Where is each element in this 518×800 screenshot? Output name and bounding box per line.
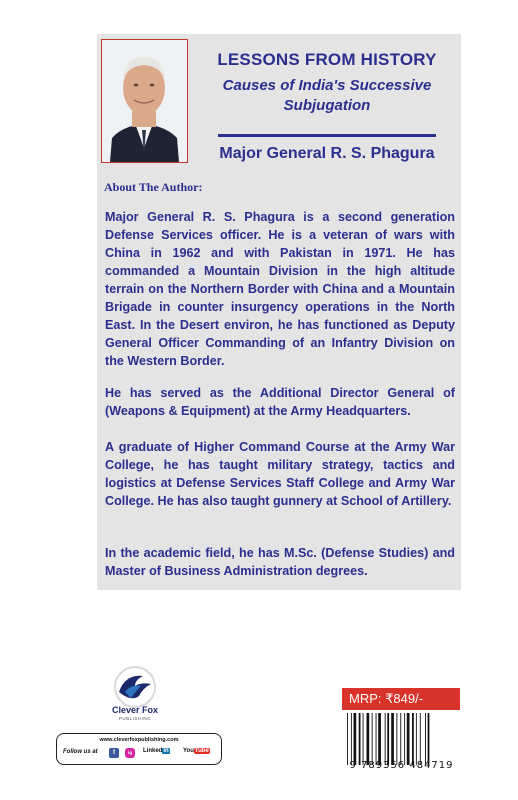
instagram-icon[interactable]: ig xyxy=(125,748,135,758)
publisher-name: Clever Fox xyxy=(111,705,159,715)
bio-paragraph-1: Major General R. S. Phagura is a second generation Defense Services officer. He is a veteran of wars with China in 1962 and with Pakistan in 1971. He has commanded a Mountain Division in the high altitude terrain on the Northern Border with China and a Mountain Brigade in counter insurgency operations in the North East. In the Desert environ, he has functioned as Deputy General Officer Commanding of an Infantry Division on the Western Border. xyxy=(105,210,455,368)
mrp-price-label: MRP: ₹849/- xyxy=(342,688,460,710)
author-name: Major General R. S. Phagura xyxy=(219,145,435,162)
author-photo xyxy=(101,39,188,163)
bio-paragraph-2: He has served as the Additional Director General of (Weapons & Equipment) at the Army Headquarters. xyxy=(105,386,455,418)
title-divider xyxy=(218,134,436,137)
subtitle-line-2: Subjugation xyxy=(283,97,371,114)
youtube-icon[interactable]: YouTube xyxy=(183,748,209,754)
bio-paragraph-3: A graduate of Higher Command Course at the Army War College, he has taught military strategy, tactics and logistics at Defense Services Staff College and Army War College. He has also taught gunnery at School of Artillery. xyxy=(105,440,455,508)
facebook-icon[interactable]: f xyxy=(109,748,119,758)
about-heading: About The Author: xyxy=(104,180,203,194)
author-portrait-image xyxy=(102,40,187,162)
follow-label: Follow us at xyxy=(63,749,98,755)
book-title: LESSONS FROM HISTORY xyxy=(217,50,437,69)
linkedin-icon[interactable]: Linkedin xyxy=(143,748,169,754)
book-subtitle xyxy=(196,76,458,116)
bio-paragraph-4: In the academic field, he has M.Sc. (Defense Studies) and Master of Business Administration degrees. xyxy=(105,546,455,578)
publisher-tagline: PUBLISHING xyxy=(118,716,152,721)
publisher-contact-box xyxy=(56,733,222,765)
publisher-website[interactable]: www.cleverfoxpublishing.com xyxy=(99,737,179,743)
isbn-number: 9 789356 484719 xyxy=(349,760,454,771)
subtitle-line-1: Causes of India's Successive xyxy=(222,77,432,94)
isbn-barcode xyxy=(343,713,460,765)
